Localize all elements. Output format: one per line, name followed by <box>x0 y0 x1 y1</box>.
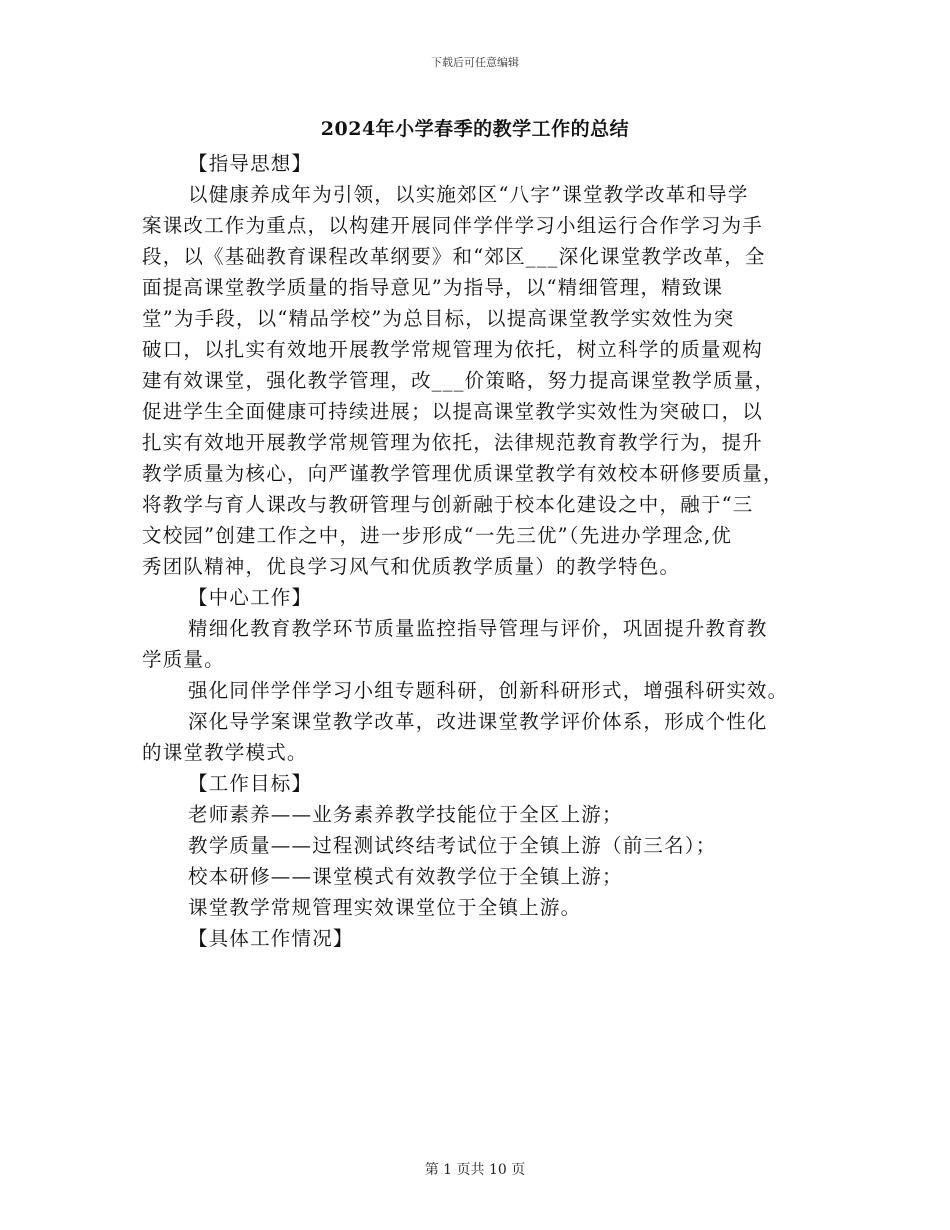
section-heading-guiding-ideology: 【指导思想】 <box>188 152 313 175</box>
paragraph-line: 破口，以扎实有效地开展教学常规管理为依托，树立科学的质量观构 <box>142 338 764 361</box>
paragraph-line: 扎实有效地开展教学常规管理为依托，法律规范教育教学行为，提升 <box>142 431 764 454</box>
paragraph-line: 深化导学案课堂教学改革，改进课堂教学评价体系，形成个性化 <box>188 710 768 733</box>
section-heading-specific-work: 【具体工作情况】 <box>188 927 354 950</box>
paragraph-line: 促进学生全面健康可持续进展；以提高课堂教学实效性为突破口，以 <box>142 400 764 423</box>
paragraph-line: 以健康养成年为引领，以实施郊区“八字”课堂教学改革和导学 <box>188 183 749 206</box>
paragraph-line: 建有效课堂，强化教学管理，改___价策略，努力提高课堂教学质量， <box>142 369 776 392</box>
document-title: 2024年小学春季的教学工作的总结 <box>320 118 630 140</box>
paragraph-line: 秀团队精神，优良学习风气和优质教学质量）的教学特色。 <box>142 555 681 578</box>
paragraph-line: 文校园”创建工作之中，进一步形成“一先三优”（先进办学理念,优 <box>142 524 733 547</box>
paragraph-line: 案课改工作为重点，以构建开展同伴学伴学习小组运行合作学习为手 <box>142 214 764 237</box>
paragraph-line: 强化同伴学伴学习小组专题科研，创新科研形式，增强科研实效。 <box>188 679 789 702</box>
goal-item: 课堂教学常规管理实效课堂位于全镇上游。 <box>188 896 582 919</box>
goal-item: 校本研修——课堂模式有效教学位于全镇上游； <box>188 865 623 888</box>
goal-item: 老师素养——业务素养教学技能位于全区上游； <box>188 803 623 826</box>
section-heading-work-goals: 【工作目标】 <box>188 772 313 795</box>
paragraph-line: 的课堂教学模式。 <box>142 741 308 764</box>
page-number-footer: 第 1 页共 10 页 <box>424 1162 526 1178</box>
header-note: 下载后可任意编辑 <box>431 56 519 69</box>
section-heading-central-work: 【中心工作】 <box>188 586 313 609</box>
paragraph-line: 段，以《基础教育课程改革纲要》和“郊区___深化课堂教学改革，全 <box>142 245 766 268</box>
paragraph-line: 面提高课堂教学质量的指导意见”为指导，以“精细管理，精致课 <box>142 276 724 299</box>
paragraph-line: 学质量。 <box>142 648 225 671</box>
paragraph-line: 将教学与育人课改与教研管理与创新融于校本化建设之中，融于“三 <box>142 493 754 516</box>
document-body <box>142 148 812 954</box>
goal-item: 教学质量——过程测试终结考试位于全镇上游（前三名）； <box>188 834 717 857</box>
paragraph-line: 精细化教育教学环节质量监控指导管理与评价，巩固提升教育教 <box>188 617 768 640</box>
paragraph-line: 堂”为手段，以“精品学校”为总目标，以提高课堂教学实效性为突 <box>142 307 735 330</box>
paragraph-line: 教学质量为核心，向严谨教学管理优质课堂教学有效校本研修要质量， <box>142 462 784 485</box>
